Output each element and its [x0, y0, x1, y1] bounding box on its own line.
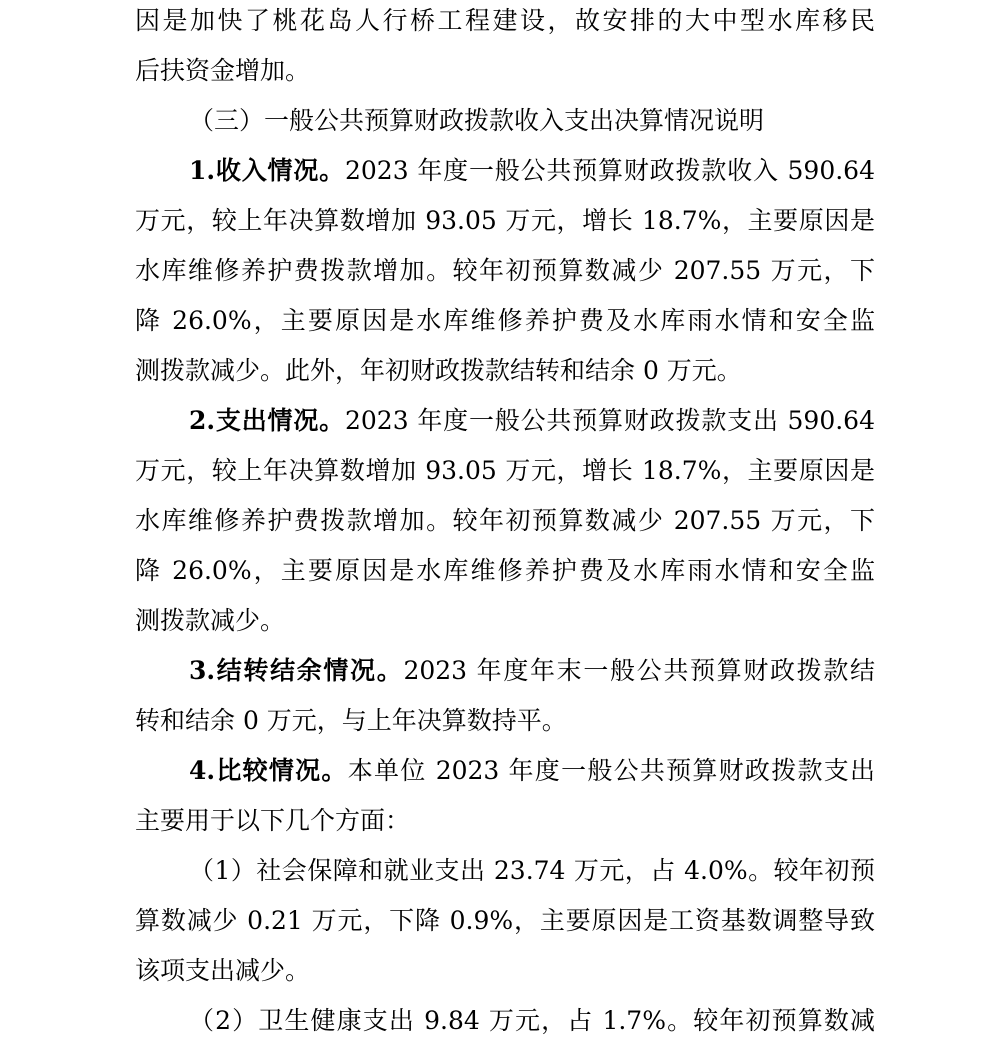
paragraph-line: 水库维修养护费拨款增加。较年初预算数减少 207.55 万元，下: [135, 256, 875, 285]
paragraph-line: 降 26.0%，主要原因是水库维修养护费及水库雨水情和安全监: [135, 556, 875, 585]
section-heading: （三）一般公共预算财政拨款收入支出决算情况说明: [189, 106, 765, 135]
paragraph-line: 2.支出情况。2023 年度一般公共预算财政拨款支出 590.64: [189, 406, 875, 435]
paragraph-line: 水库维修养护费拨款增加。较年初预算数减少 207.55 万元，下: [135, 506, 875, 535]
paragraph-line: 1.收入情况。2023 年度一般公共预算财政拨款收入 590.64: [189, 156, 875, 185]
paragraph-line: 3.结转结余情况。2023 年度年末一般公共预算财政拨款结: [189, 656, 875, 685]
paragraph-line: 转和结余 0 万元，与上年决算数持平。: [135, 706, 567, 735]
paragraph-line: （1）社会保障和就业支出 23.74 万元，占 4.0%。较年初预: [189, 856, 875, 885]
subheading: 3.结转结余情况。: [189, 656, 404, 685]
paragraph-line: 测拨款减少。此外，年初财政拨款结转和结余 0 万元。: [135, 356, 742, 385]
paragraph-line: 万元，较上年决算数增加 93.05 万元，增长 18.7%，主要原因是: [135, 206, 875, 235]
paragraph-line: 万元，较上年决算数增加 93.05 万元，增长 18.7%，主要原因是: [135, 456, 875, 485]
paragraph-line: （2）卫生健康支出 9.84 万元，占 1.7%。较年初预算数减: [189, 1006, 875, 1035]
paragraph-line: 测拨款减少。: [135, 606, 286, 635]
paragraph-line: 4.比较情况。本单位 2023 年度一般公共预算财政拨款支出: [189, 756, 875, 785]
subheading: 1.收入情况。: [189, 156, 345, 185]
paragraph-line: 后扶资金增加。: [135, 56, 311, 85]
paragraph-line: 主要用于以下几个方面：: [135, 806, 411, 835]
paragraph-line: 该项支出减少。: [135, 956, 311, 985]
paragraph-line: 因是加快了桃花岛人行桥工程建设，故安排的大中型水库移民: [135, 6, 875, 35]
paragraph-line: 降 26.0%，主要原因是水库维修养护费及水库雨水情和安全监: [135, 306, 875, 335]
paragraph-line: 算数减少 0.21 万元，下降 0.9%，主要原因是工资基数调整导致: [135, 906, 875, 935]
subheading: 2.支出情况。: [189, 406, 345, 435]
subheading: 4.比较情况。: [189, 756, 348, 785]
